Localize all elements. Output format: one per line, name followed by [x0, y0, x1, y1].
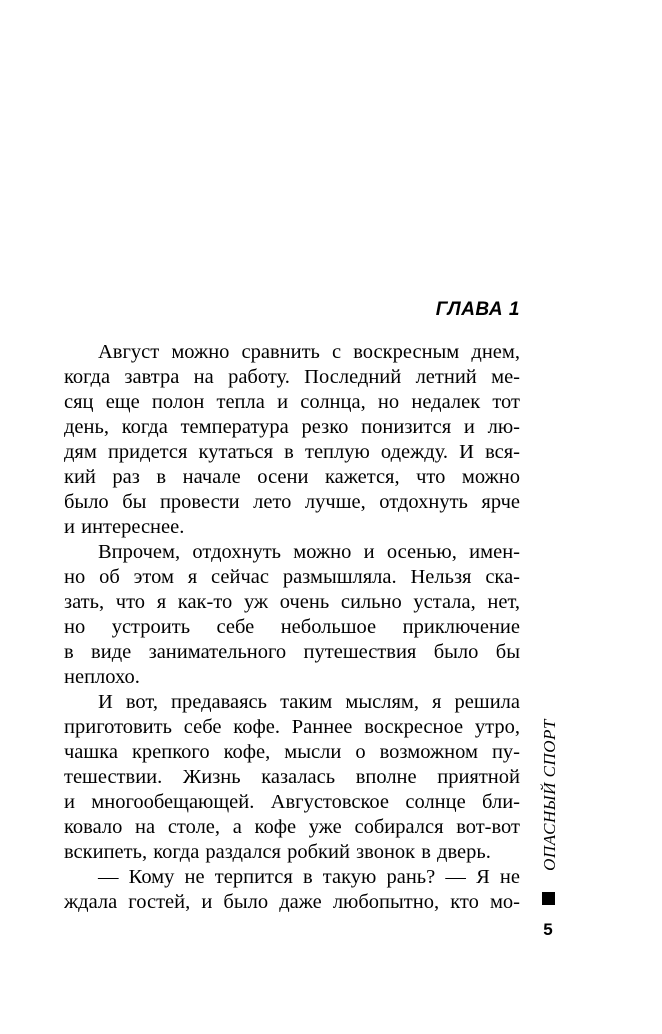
text-line: Впрочем, отдохнуть можно и осенью, имен-	[98, 541, 520, 563]
text-line: вскипеть, когда раздался робкий звонок в дверь.	[64, 841, 491, 863]
text-line: приготовить себе кофе. Раннее воскресное утро,	[64, 716, 520, 738]
text-block	[64, 340, 520, 915]
text-line: неплохо.	[64, 666, 140, 688]
page-number: 5	[543, 920, 553, 939]
text-line: дям придется кутаться в теплую одежду. И вся-	[64, 441, 520, 463]
text-line: и интереснее.	[64, 516, 185, 538]
text-line: в виде занимательного путешествия было бы	[64, 641, 520, 663]
text-line: зать, что я как-то уж очень сильно устала, нет,	[64, 591, 520, 613]
text-line: но устроить себе небольшое приключение	[64, 616, 520, 638]
text-line: И вот, предаваясь таким мыслям, я решила	[98, 691, 520, 713]
text-line: но об этом я сейчас размышляла. Нельзя ска-	[64, 566, 520, 588]
text-line: ковало на столе, а кофе уже собирался вот-вот	[64, 816, 520, 838]
black-square-marker	[542, 892, 555, 905]
text-line: день, когда температура резко понизится и лю-	[64, 416, 520, 438]
running-title-vertical: ОПАСНЫЙ СПОРТ	[540, 719, 559, 871]
text-line: ждала гостей, и было даже любопытно, кто мо-	[64, 891, 520, 913]
text-line: и многообещающей. Августовское солнце бли-	[64, 791, 520, 813]
text-line: было бы провести лето лучше, отдохнуть ярче	[64, 491, 520, 513]
text-line: кий раз в начале осени кажется, что можно	[64, 466, 520, 488]
text-line: — Кому не терпится в такую рань? — Я не	[98, 866, 520, 888]
text-line: Август можно сравнить с воскресным днем,	[98, 341, 520, 363]
text-line: когда завтра на работу. Последний летний ме-	[64, 366, 520, 388]
text-line: чашка крепкого кофе, мысли о возможном пу-	[64, 741, 520, 763]
chapter-heading: ГЛАВА 1	[435, 299, 520, 320]
text-line: сяц еще полон тепла и солнца, но недалек тот	[64, 391, 520, 413]
text-line: тешествии. Жизнь казалась вполне приятной	[64, 766, 520, 788]
